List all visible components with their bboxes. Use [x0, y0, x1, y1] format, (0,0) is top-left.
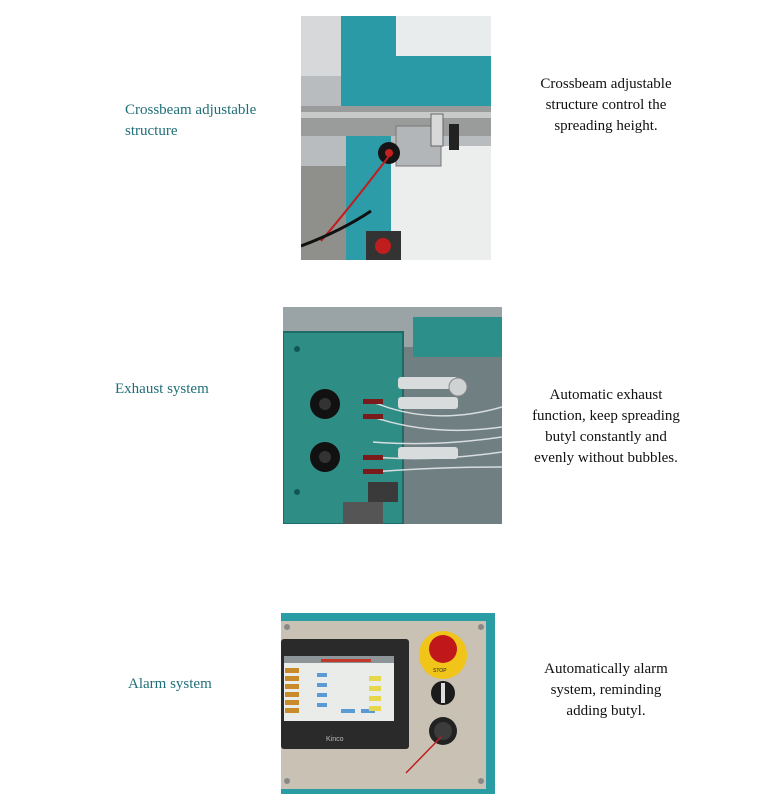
crossbeam-desc-line-2: structure control the	[545, 97, 667, 113]
exhaust-desc-line-3: butyl constantly and	[545, 429, 667, 445]
alarm-desc-line-1: Automatically alarm	[544, 661, 668, 677]
kinco-brand: Kinco	[326, 736, 344, 743]
crossbeam-photo	[301, 16, 491, 260]
crossbeam-label-line-1: Crossbeam adjustable	[125, 102, 257, 118]
alarm-desc-line-3: adding butyl.	[566, 703, 646, 719]
crossbeam-desc-line-3: spreading height.	[554, 118, 658, 134]
exhaust-description	[516, 385, 696, 469]
estop-label: STOP	[433, 668, 447, 674]
crossbeam-label-line-2: structure	[125, 123, 178, 139]
alarm-description	[516, 659, 696, 722]
exhaust-photo	[283, 307, 502, 524]
crossbeam-desc-line-1: Crossbeam adjustable	[540, 76, 672, 92]
exhaust-desc-line-2: function, keep spreading	[532, 408, 680, 424]
exhaust-desc-line-1: Automatic exhaust	[549, 387, 663, 403]
exhaust-desc-line-4: evenly without bubbles.	[534, 450, 678, 466]
crossbeam-label	[125, 100, 271, 142]
alarm-photo	[281, 613, 495, 794]
exhaust-label: Exhaust system	[115, 381, 209, 397]
alarm-desc-line-2: system, reminding	[550, 682, 662, 698]
crossbeam-description	[516, 74, 696, 137]
alarm-label: Alarm system	[128, 676, 212, 692]
